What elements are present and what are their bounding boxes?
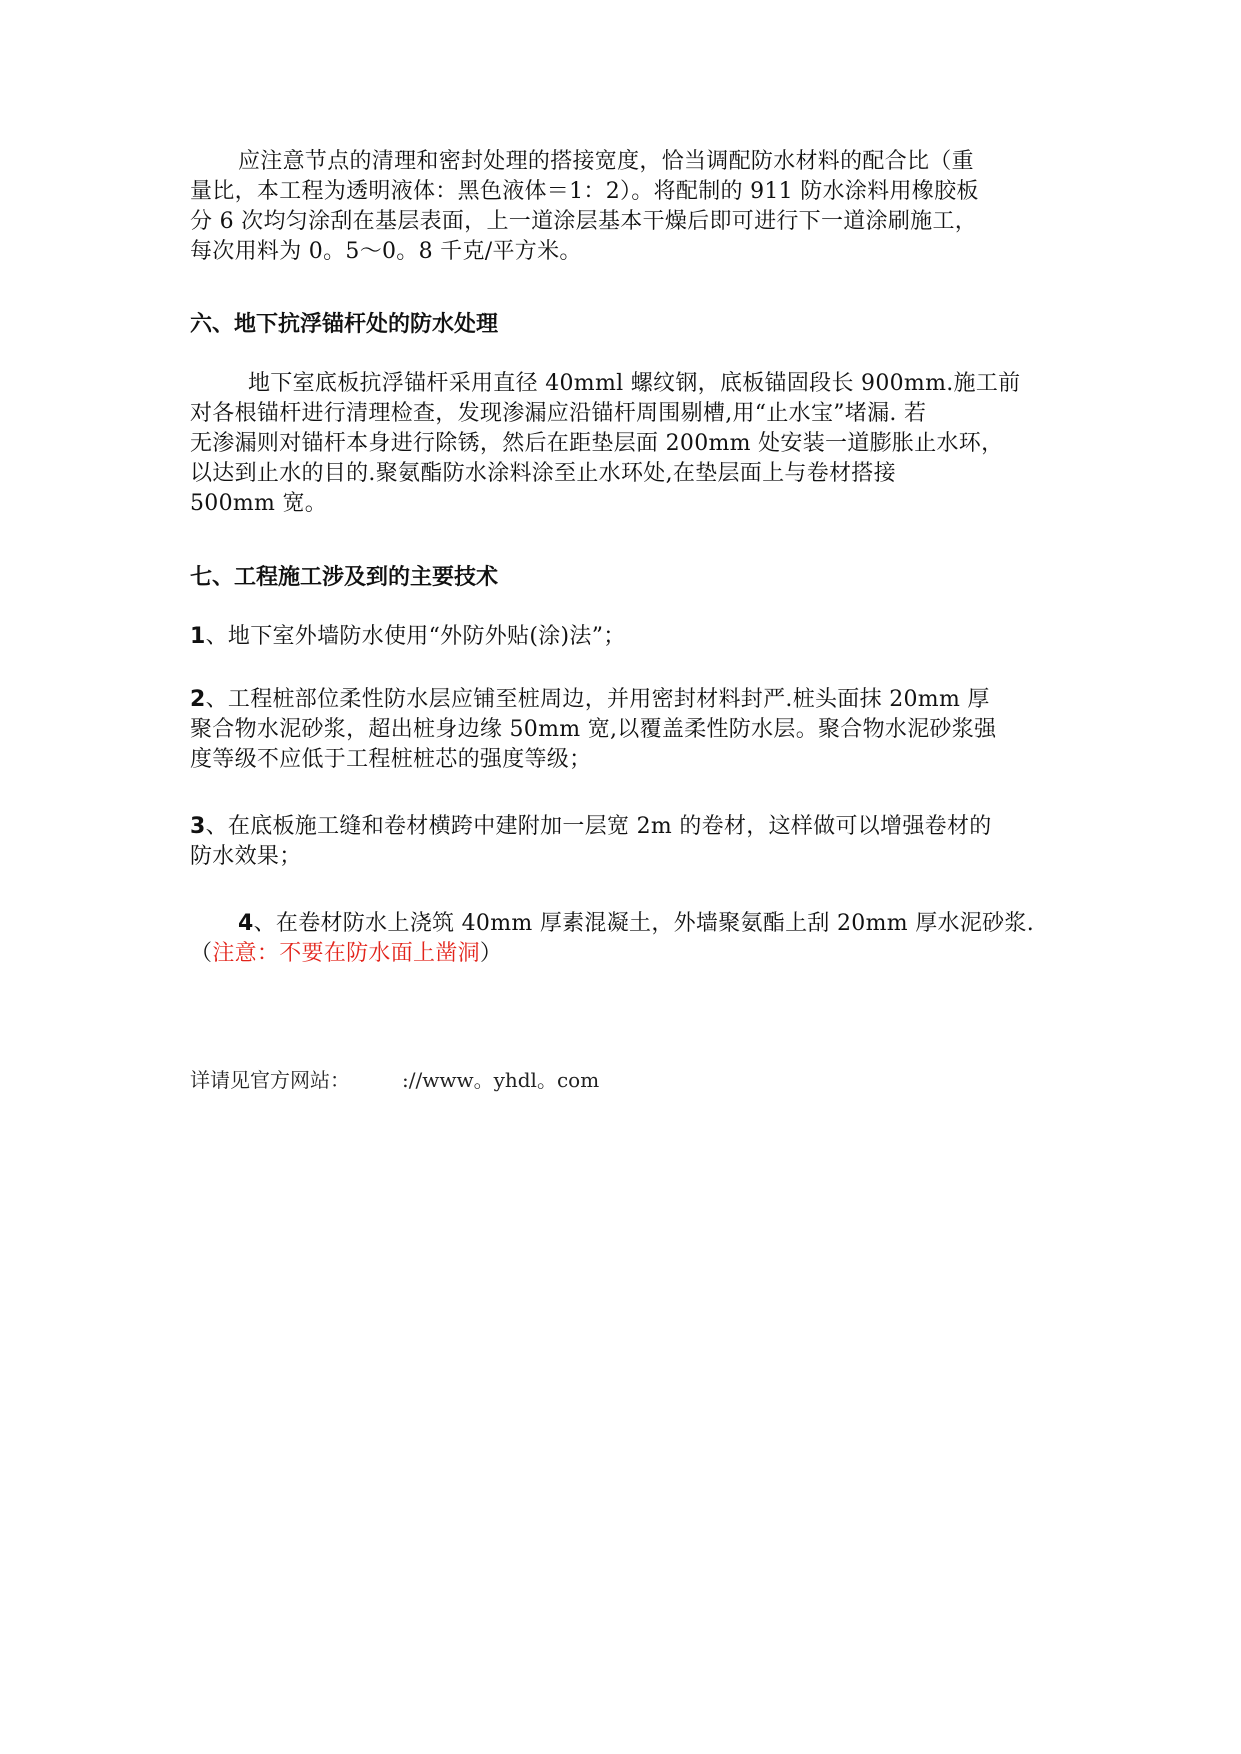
text-line: 以达到止水的目的.聚氨酯防水涂料涂至止水环处,在垫层面上与卷材搭接	[190, 461, 896, 486]
text-line: 防水效果；	[190, 844, 302, 869]
text-line	[190, 939, 1060, 969]
text-line	[190, 622, 1060, 652]
item-number: 3	[190, 814, 206, 839]
website-footer	[190, 1066, 599, 1094]
list-item-4	[190, 909, 1060, 969]
section-heading-7: 七、工程施工涉及到的主要技术	[190, 565, 499, 590]
text-line: 地下室底板抗浮锚杆采用直径 40mml 螺纹钢，底板锚固段长 900mm.施工前	[248, 371, 1021, 396]
item-text: 、在底板施工缝和卷材横跨中建附加一层宽 2m 的卷材，这样做可以增强卷材的	[205, 814, 992, 839]
item-text: 、在卷材防水上浇筑 40mm 厚素混凝土，外墙聚氨酯上刮 20mm 厚水泥砂浆.	[253, 911, 1035, 936]
text-line	[190, 909, 1060, 939]
section6-paragraph	[190, 369, 1060, 519]
text-line: 500mm 宽。	[190, 491, 328, 516]
item-number: 4	[238, 911, 254, 936]
list-item-2	[190, 685, 1060, 775]
item-text: 、工程桩部位柔性防水层应铺至桩周边，并用密封材料封严.桩头面抹 20mm 厚	[205, 687, 990, 712]
list-item-1	[190, 622, 1060, 652]
text-line	[190, 685, 1060, 715]
section-heading-6: 六、地下抗浮锚杆处的防水处理	[190, 312, 499, 337]
text-line: 应注意节点的清理和密封处理的搭接宽度，恰当调配防水材料的配合比（重	[238, 149, 974, 174]
footer-label: 详请见官方网站：	[190, 1068, 350, 1092]
text-line: 分 6 次均匀涂刮在基层表面，上一道涂层基本干燥后即可进行下一道涂刷施工，	[190, 209, 978, 234]
text-line: 度等级不应低于工程桩桩芯的强度等级；	[190, 747, 592, 772]
warning-note: 注意：不要在防水面上凿洞	[212, 941, 480, 966]
website-link[interactable]: ://www。yhdl。com	[402, 1068, 600, 1092]
text-line: 无渗漏则对锚杆本身进行除锈，然后在距垫层面 200mm 处安装一道膨胀止水环，	[190, 431, 1004, 456]
note-open-paren: （	[190, 941, 213, 966]
text-line: 每次用料为 0。5～0。8 千克/平方米。	[190, 239, 582, 264]
text-line: 聚合物水泥砂浆，超出桩身边缘 50mm 宽,以覆盖柔性防水层。聚合物水泥砂浆强	[190, 717, 997, 742]
text-line: 量比，本工程为透明液体：黑色液体＝1：2）。将配制的 911 防水涂料用橡胶板	[190, 179, 979, 204]
list-item-3	[190, 812, 1060, 872]
intro-paragraph	[190, 147, 1060, 267]
item-number: 2	[190, 687, 206, 712]
note-close-paren: ）	[479, 941, 503, 966]
text-line	[190, 812, 1060, 842]
item-text: 、地下室外墙防水使用“外防外贴(涂)法”；	[205, 624, 626, 649]
text-line: 对各根锚杆进行清理检查，发现渗漏应沿锚杆周围剔槽,用“止水宝”堵漏. 若	[190, 401, 927, 426]
item-number: 1	[190, 624, 206, 649]
